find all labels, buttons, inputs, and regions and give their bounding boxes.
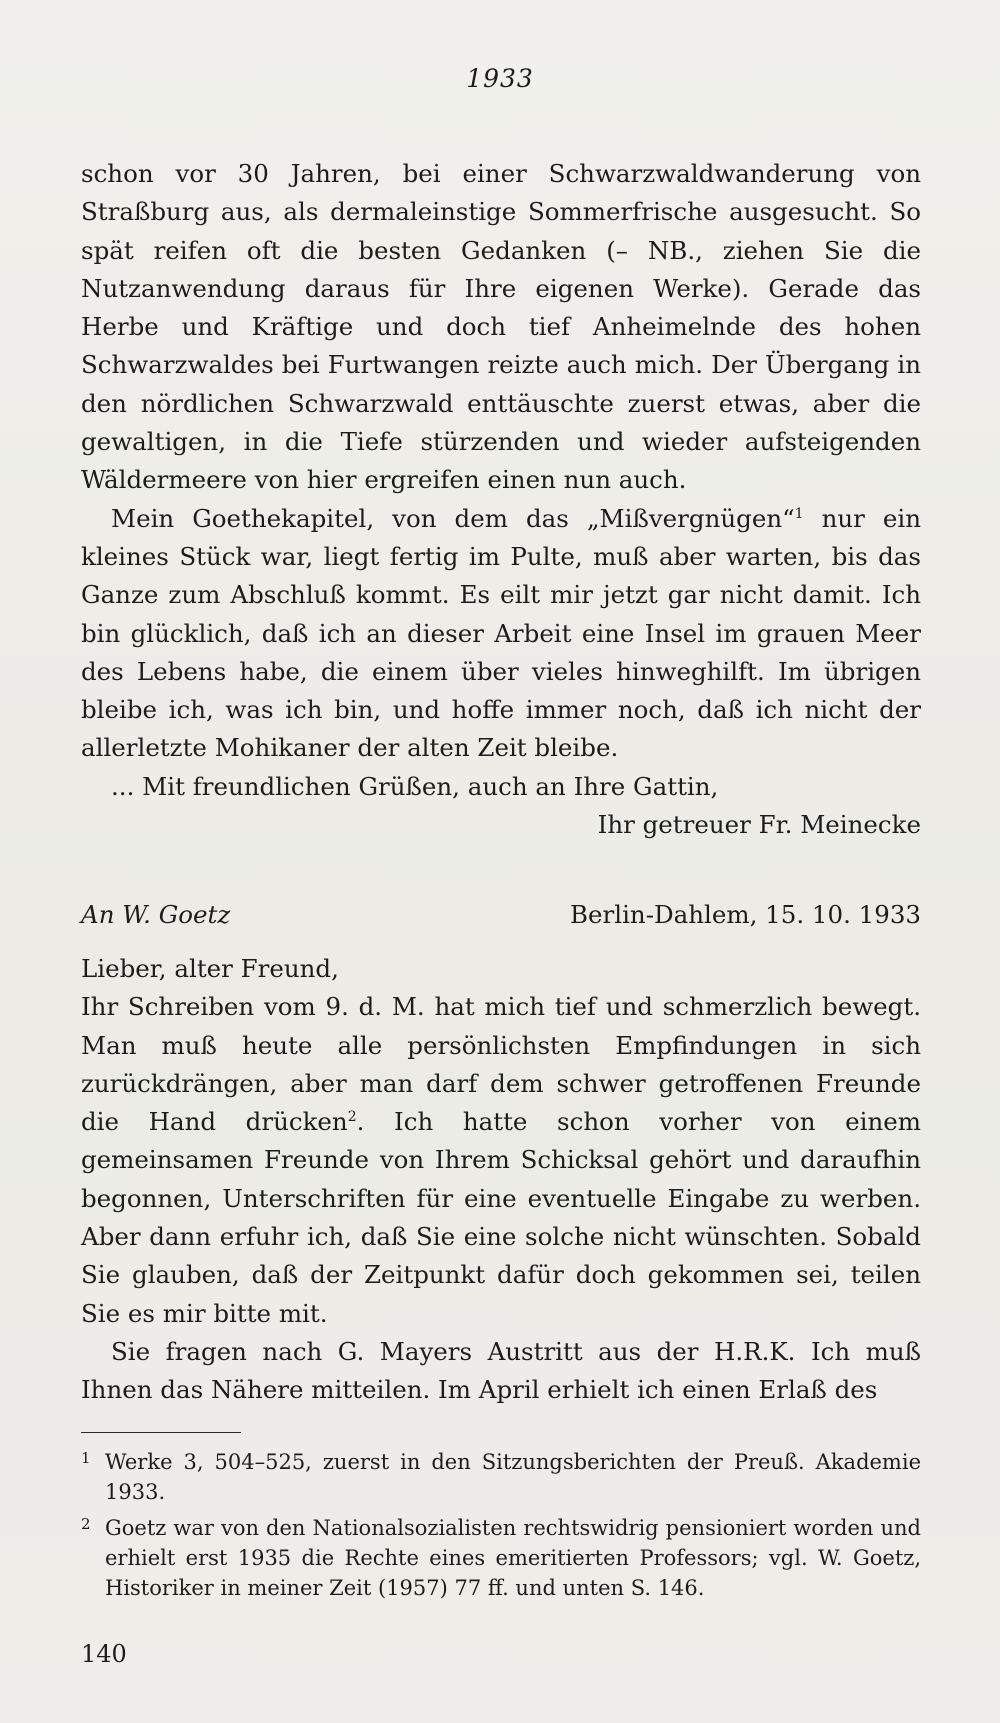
letter2-paragraph-1-start: Ihr Schreiben vom 9. d. M. hat mich tief und schmerzlich bewegt. Man muß heute alle persönlichsten Empfindungen in sich zurückdrängen, aber man darf dem schwer getroffenen Freunde die Hand drücken [81,992,921,1137]
letter-goetz-body [81,950,921,1410]
footnote-1-text: Werke 3, 504–525, zuerst in den Sitzungsberichten der Preuß. Akademie 1933. [105,1450,921,1504]
letter2-recipient: An W. Goetz [81,900,231,929]
letter2-paragraph-1 [81,988,921,1333]
letter2-salutation: Lieber, alter Freund, [81,954,339,983]
letter1-paragraph-2 [81,500,921,768]
letter1-paragraph-1: schon vor 30 Jahren, bei einer Schwarzwaldwanderung von Straßburg aus, als dermaleinstige Sommerfrische ausgesucht. So spät reifen oft die besten Gedanken (– NB., ziehen Sie die Nutzanwendung daraus für Ihre eigenen Werke). Gerade das Herbe und Kräftige und doch tief Anheimelnde des hohen Schwarzwaldes bei Furtwangen reizte auch mich. Der Übergang in den nördlichen Schwarzwald enttäuschte zuerst etwas, aber die gewaltigen, in die Tiefe stürzenden und wieder aufsteigenden Wäldermeere von hier ergreifen einen nun auch. [81,159,921,495]
footnote-2 [81,1513,921,1603]
letter2-place-date: Berlin-Dahlem, 15. 10. 1933 [570,900,921,929]
page-number: 140 [81,1640,127,1668]
footnote-2-mark: 2 [81,1515,91,1533]
footnote-ref-2: 2 [347,1109,357,1126]
footnote-2-text: Goetz war von den Nationalsozialisten rechtswidrig pensioniert worden und erhielt erst 1935 die Rechte eines emeritierten Professors; vgl. W. Goetz, Historiker in meiner Zeit (1957) 77 ff. und unten S. 146. [105,1516,921,1600]
letter2-paragraph-2: Sie fragen nach G. Mayers Austritt aus der H.R.K. Ich muß Ihnen das Nähere mitteilen. Im April erhielt ich einen Erlaß des [81,1336,921,1405]
letter-goetz-header [81,896,921,934]
footnote-1 [81,1447,921,1507]
running-head-year: 1933 [466,64,534,93]
letter-meinecke-body [81,155,921,844]
footnotes [81,1447,921,1609]
letter1-closing: ... Mit freundlichen Grüßen, auch an Ihre Gattin, [111,771,719,801]
footnote-divider [81,1432,241,1433]
footnote-ref-1: 1 [794,505,804,522]
letter1-signature: Ihr getreuer Fr. Meinecke [597,810,921,840]
footnote-1-mark: 1 [81,1449,91,1467]
letter1-paragraph-2-start: Mein Goethekapitel, von dem das „Mißvergnügen“ [111,503,795,533]
letter2-paragraph-1-rest: . Ich hatte schon vorher von einem gemeinsamen Freunde von Ihrem Schicksal gehört und daraufhin begonnen, Unterschriften für eine eventuelle Eingabe zu werben. Aber dann erfuhr ich, daß Sie eine solche nicht wünschten. Sobald Sie glauben, daß der Zeitpunkt dafür doch gekommen sei, teilen Sie es mir bitte mit. [81,1107,921,1328]
letter1-paragraph-2-rest: nur ein kleines Stück war, liegt fertig im Pulte, muß aber warten, bis das Ganze zum Abschluß kommt. Es eilt mir jetzt gar nicht damit. Ich bin glücklich, daß ich an dieser Arbeit eine Insel im grauen Meer des Lebens habe, die einem über vieles hinweghilft. Im übrigen bleibe ich, was ich bin, und hoffe immer noch, daß ich nicht der allerletzte Mohikaner der alten Zeit bleibe. [81,503,921,763]
